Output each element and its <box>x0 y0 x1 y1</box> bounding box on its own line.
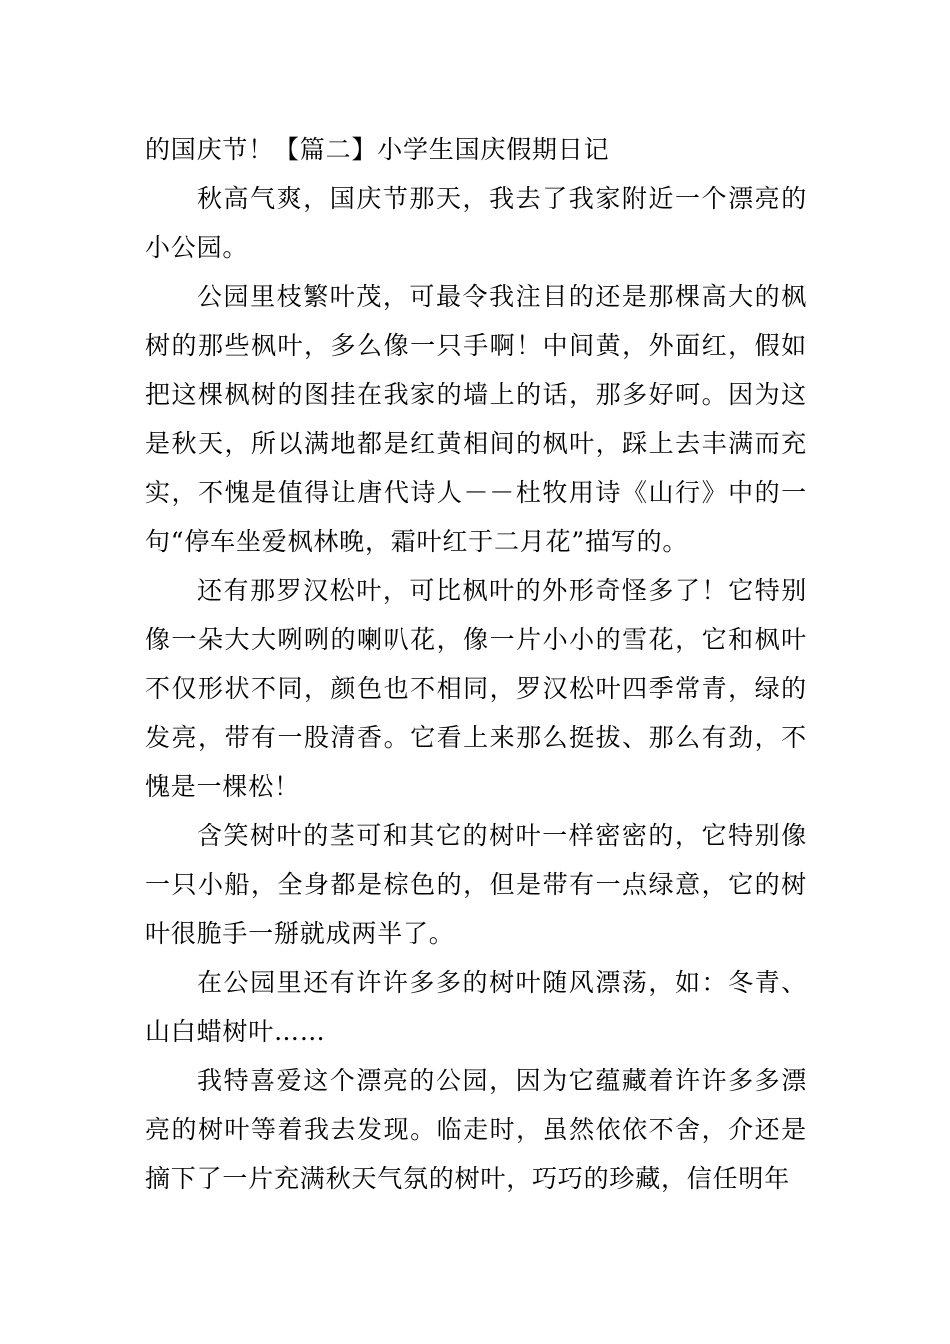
paragraph-4: 还有那罗汉松叶，可比枫叶的外形奇怪多了！它特别像一朵大大咧咧的喇叭花，像一片小小的雪花，它和枫叶不仅形状不同，颜色也不相同，罗汉松叶四季常青，绿的发亮，带有一股清香。它看上来那么挺拔、那么有劲，不愧是一棵松！ <box>145 576 807 801</box>
paragraph-5: 含笑树叶的茎可和其它的树叶一样密密的，它特别像一只小船，全身都是棕色的，但是带有一点绿意，它的树叶很脆手一掰就成两半了。 <box>145 821 807 948</box>
paragraph-3: 公园里枝繁叶茂，可最令我注目的还是那棵高大的枫树的那些枫叶，多么像一只手啊！中间黄，外面红，假如把这棵枫树的图挂在我家的墙上的话，那多好呵。因为这是秋天，所以满地都是红黄相间的枫叶，踩上去丰满而充实，不愧是值得让唐代诗人－－杜牧用诗《山行》中的一句“停车坐爱枫林晚，霜叶红于二月花”描写的。 <box>145 282 807 556</box>
document-page <box>145 125 807 1203</box>
paragraph-7: 我特喜爱这个漂亮的公园，因为它蕴藏着许许多多漂亮的树叶等着我去发现。临走时，虽然依依不舍，介还是摘下了一片充满秋天气氛的树叶，巧巧的珍藏，信任明年 <box>145 1066 807 1193</box>
paragraph-6: 在公园里还有许许多多的树叶随风漂荡，如：冬青、山白蜡树叶…… <box>145 968 807 1046</box>
paragraph-2: 秋高气爽，国庆节那天，我去了我家附近一个漂亮的小公园。 <box>145 184 807 262</box>
paragraph-1: 的国庆节！【篇二】小学生国庆假期日记 <box>145 135 610 164</box>
